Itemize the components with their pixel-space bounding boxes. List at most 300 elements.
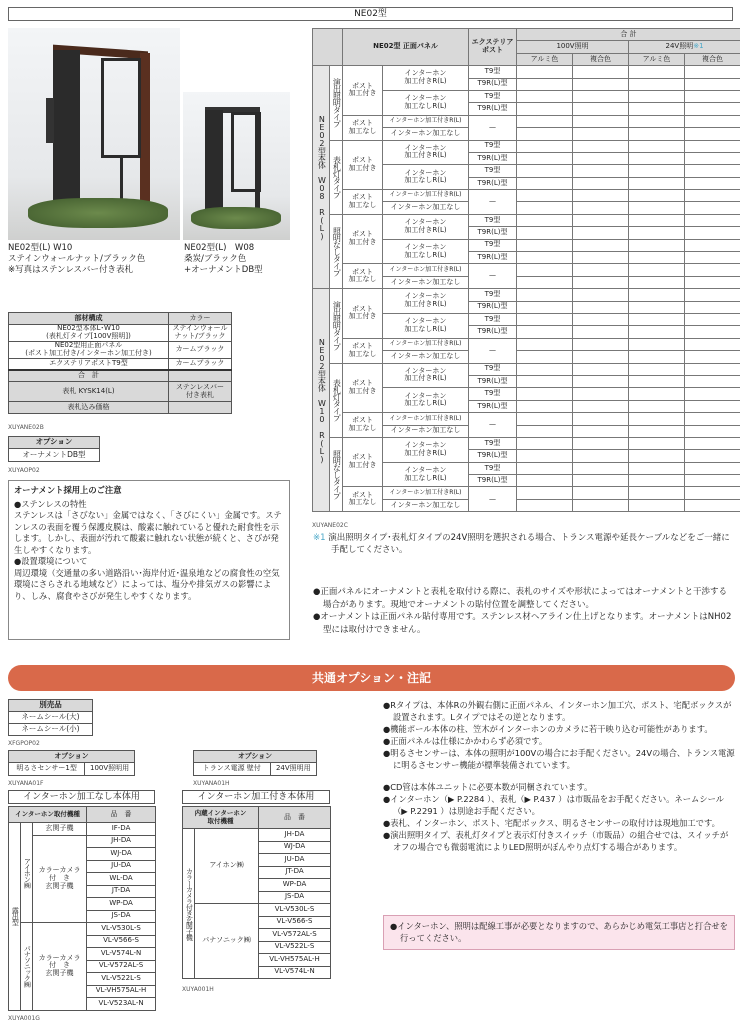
table-row (313, 66, 740, 78)
product-code: XUYANE02B (8, 424, 44, 431)
price-cell (573, 152, 629, 164)
model-number: JT-DA (87, 885, 156, 898)
note-item: ●CD管は本体ユニットに必要本数が同梱されています。 (383, 782, 593, 792)
intercom-without-label: インターホン 加工なしR(L) (383, 313, 469, 338)
price-cell (685, 499, 740, 511)
option-use: 100V照明用 (85, 763, 135, 776)
price-cell (573, 499, 629, 511)
price-cell (573, 313, 629, 325)
price-cell (685, 252, 740, 264)
price-cell (685, 425, 740, 437)
price-cell (517, 450, 573, 462)
type-label: 表札灯タイプ (330, 140, 343, 214)
price-cell (517, 375, 573, 387)
photo-caption-w10 (8, 243, 180, 276)
price-cell (573, 301, 629, 313)
option-header: オプション (9, 751, 135, 763)
caution-text: ステンレスは「さびない」金属ではなく、「さびにくい」金属です。ステンレスの表面を覆う保護皮膜は、酸素に触れていると優れた耐食性を示します。しかし、表面が汚れて酸素に触れない状態が続くと、さびが発生しやすくなります。 (14, 510, 282, 555)
intercom-table-with (182, 806, 331, 979)
post-type: T9R(L)型 (469, 301, 517, 313)
price-cell (629, 301, 685, 313)
price-cell (629, 264, 685, 276)
cell: カームブラック (169, 359, 232, 370)
price-cell (517, 264, 573, 276)
price-cell (629, 239, 685, 251)
model-number: VL-V574L-N (259, 966, 331, 979)
model-number: JT-DA (259, 866, 331, 879)
caption-line: NE02型(L) W10 (8, 243, 73, 253)
price-cell (517, 115, 573, 127)
table-row (313, 214, 740, 226)
post-type: T9型 (469, 437, 517, 449)
price-cell (517, 363, 573, 375)
price-cell (573, 264, 629, 276)
caption-line: NE02型(L) W08 (184, 243, 255, 253)
model-number: IF-DA (87, 823, 156, 836)
price-cell (629, 140, 685, 152)
price-cell (629, 499, 685, 511)
post-type: T9R(L)型 (469, 326, 517, 338)
price-cell (685, 66, 740, 78)
kind-label: 玄関子機 (33, 823, 87, 836)
cell: NE02型用正面パネル (ポスト加工付き/インターホン加工付き) (9, 342, 169, 359)
post-with-label: ポスト 加工付き (343, 363, 383, 413)
price-cell (685, 264, 740, 276)
post-without-label: ポスト 加工なし (343, 413, 383, 438)
intercom-without-label: インターホン 加工なしR(L) (383, 462, 469, 487)
price-cell (517, 214, 573, 226)
price-cell (629, 202, 685, 214)
price-cell (685, 437, 740, 449)
option-header: オプション (194, 751, 317, 763)
price-cell (685, 388, 740, 400)
price-cell (517, 90, 573, 102)
price-cell (517, 128, 573, 140)
price-cell (517, 499, 573, 511)
price-cell (573, 338, 629, 350)
note-item: ●Rタイプは、本体Rの外観右側に正面パネル、インターホン加工穴、ポスト、宅配ボックスが設置されます。Lタイプではその逆となります。 (383, 700, 732, 722)
model-number: VL-V574L-N (87, 948, 156, 961)
total-label: 合 計 (9, 370, 169, 382)
post-type: T9R(L)型 (469, 252, 517, 264)
type-label: 照明なしタイプ (330, 437, 343, 511)
price-cell (517, 475, 573, 487)
price-cell (573, 78, 629, 90)
product-code: XUYAOP02 (8, 467, 40, 474)
col-header-color: アルミ色 (517, 53, 573, 65)
product-code: XUYANA01H (193, 780, 230, 787)
body-label: NE02型本体 W08 R(L) (313, 66, 330, 289)
post-without-label: ポスト 加工なし (343, 190, 383, 215)
price-cell (685, 239, 740, 251)
wiring-notice-box (383, 915, 735, 950)
price-cell (685, 165, 740, 177)
note-item: ●オーナメントは正面パネル貼付専用です。ステンレス材ヘアライン仕上げとなります。オーナメントはNH02型には取付けできません。 (313, 612, 732, 635)
parts-table (8, 312, 232, 414)
price-cell (685, 475, 740, 487)
kind-label: カラーカメラ 付 き 玄関子機 (33, 835, 87, 923)
table-row (313, 487, 740, 499)
table-row (313, 338, 740, 350)
price-cell (629, 128, 685, 140)
price-cell (685, 351, 740, 363)
price-cell (629, 152, 685, 164)
model-number: VL-V572AL-S (87, 960, 156, 973)
wiring-notice: ●インターホン、照明は配線工事が必要となりますので、あらかじめ電気工事店と打合せを行ってください。 (390, 921, 728, 943)
post-type: T9R(L)型 (469, 152, 517, 164)
col-header: 部材構成 (9, 313, 169, 325)
price-cell (685, 363, 740, 375)
col-header-panel: NE02型 正面パネル (343, 29, 469, 66)
photo-caption-w08 (184, 243, 294, 276)
price-cell (573, 413, 629, 425)
price-cell (573, 103, 629, 115)
col-header: インターホン取付機種 (9, 807, 87, 823)
price-cell (573, 177, 629, 189)
col-header: 品 番 (259, 807, 331, 829)
model-number: WP-DA (87, 898, 156, 911)
intercom-with-label: インターホン 加工付きR(L) (383, 437, 469, 462)
post-with-label: ポスト 加工付き (343, 66, 383, 116)
intercom-with-label: インターホン加工付きR(L) (383, 487, 469, 499)
price-cell (517, 252, 573, 264)
type-label: 演出照明タイプ (330, 66, 343, 140)
price-cell (685, 276, 740, 288)
price-cell (517, 152, 573, 164)
price-cell (629, 289, 685, 301)
caution-text: 周辺環境（交通量の多い道路沿い･海岸付近･温泉地などの腐食性の空気環境にさらされる地域など）によっては、塩分や排気ガスの影響により、しみ、腐食やさびが発生しやすくなります。 (14, 567, 280, 601)
col-header-color: 複合色 (573, 53, 629, 65)
product-code: XFGPOP02 (8, 740, 40, 747)
price-cell (685, 78, 740, 90)
post-type: T9型 (469, 388, 517, 400)
note-item: ●機能ポール本体の柱、笠木がインターホンのカメラに若干映り込む可能性があります。 (383, 724, 713, 734)
price-cell (685, 301, 740, 313)
model-number: WJ-DA (87, 848, 156, 861)
price-cell (573, 214, 629, 226)
price-cell (517, 103, 573, 115)
price-cell (517, 313, 573, 325)
ornament-caution-box (8, 480, 290, 640)
price-cell (517, 351, 573, 363)
table-row (313, 264, 740, 276)
product-code: XUYANE02C (312, 522, 348, 529)
post-type: T9型 (469, 313, 517, 325)
post-type: T9型 (469, 165, 517, 177)
caution-title: オーナメント採用上のご注意 (14, 485, 122, 495)
post-type: T9R(L)型 (469, 400, 517, 412)
maker-label: パナソニック㈱ (21, 923, 33, 1011)
price-cell (629, 326, 685, 338)
price-cell (629, 400, 685, 412)
kind-label: カラーカメラ 付 き 玄関子機 (33, 923, 87, 1011)
intercom-without-label: インターホン加工なし (383, 351, 469, 363)
model-number: VL-VH575AL-H (87, 985, 156, 998)
price-cell (685, 400, 740, 412)
model-number: VL-V566-S (87, 935, 156, 948)
price-cell (629, 313, 685, 325)
table-row (313, 115, 740, 127)
post-without-label: ポスト 加工なし (343, 338, 383, 363)
note-item: ●インターホン（▶ P.2284 ）、表札（▶ P.437 ）は市販品をお手配ください。ネームシール（▶ P.2291 ）は別途お手配ください。 (383, 794, 725, 816)
col-header-24v: 24V照明※1 (629, 41, 740, 53)
price-cell (573, 437, 629, 449)
price-cell (629, 388, 685, 400)
price-cell (629, 165, 685, 177)
table-row (313, 413, 740, 425)
price-cell (517, 326, 573, 338)
body-label: NE02型本体 W10 R(L) (313, 289, 330, 512)
model-number: VL-V572AL-S (259, 929, 331, 942)
model-number: VL-V523AL-N (87, 998, 156, 1011)
price-cell (517, 388, 573, 400)
col-header-total: 合 計 (517, 29, 740, 41)
kind-label: カラーカメラ付き玄関子機 (183, 829, 195, 979)
price-cell (517, 202, 573, 214)
caption-line: ※写真はステンレスバー付き表札 (8, 265, 134, 275)
post-type-none: — (469, 338, 517, 363)
mount-type: 露出型 (9, 823, 21, 1011)
price-cell (517, 66, 573, 78)
post-type: T9型 (469, 90, 517, 102)
price-cell (573, 128, 629, 140)
model-number: VL-V566-S (259, 916, 331, 929)
table-row (313, 437, 740, 449)
separate-items-table (8, 699, 93, 736)
price-cell (629, 177, 685, 189)
post-type: T9型 (469, 462, 517, 474)
price-cell (517, 338, 573, 350)
nameplate-color: ステンレスバー 付き表札 (169, 382, 232, 402)
model-number: VL-V522L-S (87, 973, 156, 986)
product-code: XUYANA01F (8, 780, 44, 787)
model-number: WL-DA (87, 873, 156, 886)
caption-line: 桑炭/ブラック色 (184, 254, 247, 264)
model-number: JU-DA (259, 854, 331, 867)
intercom-without-label: インターホン 加工なしR(L) (383, 388, 469, 413)
price-cell (517, 289, 573, 301)
model-number: JS-DA (87, 910, 156, 923)
footnote-mark: ※1 (313, 533, 326, 543)
cell: カームブラック (169, 342, 232, 359)
price-cell (573, 276, 629, 288)
intercom-with-label: インターホン加工付きR(L) (383, 115, 469, 127)
post-type: T9R(L)型 (469, 78, 517, 90)
intercom-without-label: インターホン加工なし (383, 128, 469, 140)
price-cell (573, 351, 629, 363)
intercom-without-label: インターホン加工なし (383, 499, 469, 511)
maker-label: アイホン㈱ (195, 829, 259, 904)
price-cell (629, 338, 685, 350)
cell: NE02型本体L･W10 (表札灯タイプ[100V照明]) (9, 325, 169, 342)
price-cell (629, 66, 685, 78)
price-cell (517, 140, 573, 152)
price-cell (517, 239, 573, 251)
post-type: T9R(L)型 (469, 227, 517, 239)
price-cell (573, 450, 629, 462)
price-cell (573, 487, 629, 499)
post-with-label: ポスト 加工付き (343, 140, 383, 190)
intercom-with-label: インターホン 加工付きR(L) (383, 289, 469, 314)
price-cell (517, 301, 573, 313)
col-header: 品 番 (87, 807, 156, 823)
with-nameplate-value (169, 402, 232, 414)
caution-heading: ●設置環境について (14, 556, 88, 566)
model-number: JH-DA (87, 835, 156, 848)
price-cell (685, 487, 740, 499)
intercom-table-without (8, 806, 156, 1011)
maker-label: アイホン㈱ (21, 823, 33, 923)
post-type: T9R(L)型 (469, 475, 517, 487)
product-photo-w08 (183, 92, 290, 240)
note-item: ●表札、インターホン、ポスト、宅配ボックス、明るさセンサーの取付けは現地加工です。 (383, 818, 720, 828)
footnote (313, 532, 735, 556)
intercom-with-label: インターホン 加工付きR(L) (383, 363, 469, 388)
price-cell (629, 103, 685, 115)
model-number: JU-DA (87, 860, 156, 873)
price-cell (629, 425, 685, 437)
model-number: VL-V530L-S (87, 923, 156, 936)
price-cell (629, 90, 685, 102)
price-cell (573, 388, 629, 400)
section-banner: 共通オプション・注記 (8, 665, 735, 691)
price-cell (573, 425, 629, 437)
price-cell (629, 462, 685, 474)
intercom-with-label: インターホン加工付きR(L) (383, 413, 469, 425)
intercom-without-label: インターホン 加工なしR(L) (383, 90, 469, 115)
price-cell (629, 413, 685, 425)
price-cell (629, 375, 685, 387)
price-cell (629, 78, 685, 90)
product-photo-w10 (8, 28, 180, 240)
post-type: T9型 (469, 66, 517, 78)
separate-item: ネームシール(小) (9, 724, 93, 736)
post-without-label: ポスト 加工なし (343, 115, 383, 140)
price-cell (517, 437, 573, 449)
post-type: T9R(L)型 (469, 375, 517, 387)
price-cell (685, 227, 740, 239)
col-header-color: 複合色 (685, 53, 740, 65)
nameplate-label: 表札 KYSK14(L) (9, 382, 169, 402)
price-table (312, 28, 740, 512)
maker-label: パナソニック㈱ (195, 904, 259, 979)
post-type-none: — (469, 264, 517, 289)
intercom-without-label: インターホン 加工なしR(L) (383, 239, 469, 264)
table-row (313, 140, 740, 152)
price-cell (573, 165, 629, 177)
ic-table1-title: インターホン加工なし本体用 (8, 790, 155, 804)
intercom-with-label: インターホン加工付きR(L) (383, 190, 469, 202)
price-cell (685, 128, 740, 140)
price-cell (573, 202, 629, 214)
price-cell (685, 177, 740, 189)
post-type: T9R(L)型 (469, 103, 517, 115)
price-cell (573, 140, 629, 152)
col-header: カラー (169, 313, 232, 325)
product-code: XUYA001G (8, 1015, 40, 1022)
price-cell (517, 487, 573, 499)
model-number: VL-VH575AL-H (259, 954, 331, 967)
post-type-none: — (469, 487, 517, 512)
model-number: WP-DA (259, 879, 331, 892)
price-cell (629, 214, 685, 226)
price-cell (629, 252, 685, 264)
post-without-label: ポスト 加工なし (343, 487, 383, 512)
intercom-without-label: インターホン加工なし (383, 276, 469, 288)
price-cell (573, 363, 629, 375)
price-cell (517, 462, 573, 474)
col-header-100v: 100V照明 (517, 41, 629, 53)
price-cell (685, 375, 740, 387)
col-header-color: アルミ色 (629, 53, 685, 65)
post-type-none: — (469, 413, 517, 438)
post-type: T9R(L)型 (469, 450, 517, 462)
total-value (169, 370, 232, 382)
post-type-none: — (469, 115, 517, 140)
price-cell (517, 78, 573, 90)
ornament-notes (313, 586, 735, 636)
type-label: 照明なしタイプ (330, 214, 343, 288)
price-cell (685, 326, 740, 338)
price-cell (517, 227, 573, 239)
price-cell (685, 313, 740, 325)
price-cell (685, 103, 740, 115)
note-item: ●正面パネルは仕様にかかわらず必須です。 (383, 736, 548, 746)
price-cell (629, 190, 685, 202)
table-row (313, 363, 740, 375)
price-cell (685, 152, 740, 164)
post-without-label: ポスト 加工なし (343, 264, 383, 289)
col-header: 内蔵インターホン 取付機種 (183, 807, 259, 829)
common-notes (383, 699, 735, 853)
price-cell (573, 462, 629, 474)
intercom-without-label: インターホン 加工なしR(L) (383, 165, 469, 190)
intercom-with-label: インターホン加工付きR(L) (383, 338, 469, 350)
separate-header: 別売品 (9, 700, 93, 712)
note-item: ●演出照明タイプ、表札灯タイプと表示灯付きスイッチ（市販品）の組合せでは、スイッチがオフの場合でも微弱電流によりLED照明がぼんやり点灯する場合があります。 (383, 830, 729, 852)
price-cell (685, 115, 740, 127)
with-nameplate-label: 表札込み価格 (9, 402, 169, 414)
price-cell (517, 413, 573, 425)
intercom-without-label: インターホン加工なし (383, 425, 469, 437)
price-cell (573, 90, 629, 102)
price-cell (517, 425, 573, 437)
footnote-text: 演出照明タイプ･表札灯タイプの24V照明を選択される場合、トランス電源や延長ケーブルなどをご一緒に手配してください。 (328, 533, 730, 555)
price-cell (573, 239, 629, 251)
option-table (8, 436, 100, 462)
table-row (313, 289, 740, 301)
option-transformer-table (193, 750, 317, 776)
price-cell (685, 190, 740, 202)
intercom-without-label: インターホン加工なし (383, 202, 469, 214)
post-type: T9型 (469, 140, 517, 152)
post-type: T9R(L)型 (469, 177, 517, 189)
price-cell (685, 450, 740, 462)
price-cell (573, 190, 629, 202)
model-number: VL-V522L-S (259, 941, 331, 954)
price-cell (629, 276, 685, 288)
price-cell (629, 351, 685, 363)
price-cell (517, 276, 573, 288)
price-cell (685, 140, 740, 152)
price-cell (573, 252, 629, 264)
price-cell (573, 115, 629, 127)
price-cell (573, 227, 629, 239)
caption-line: +オーナメントDB型 (184, 265, 263, 275)
caution-heading: ●ステンレスの特性 (14, 498, 87, 509)
price-cell (573, 400, 629, 412)
separate-item: ネームシール(大) (9, 712, 93, 724)
